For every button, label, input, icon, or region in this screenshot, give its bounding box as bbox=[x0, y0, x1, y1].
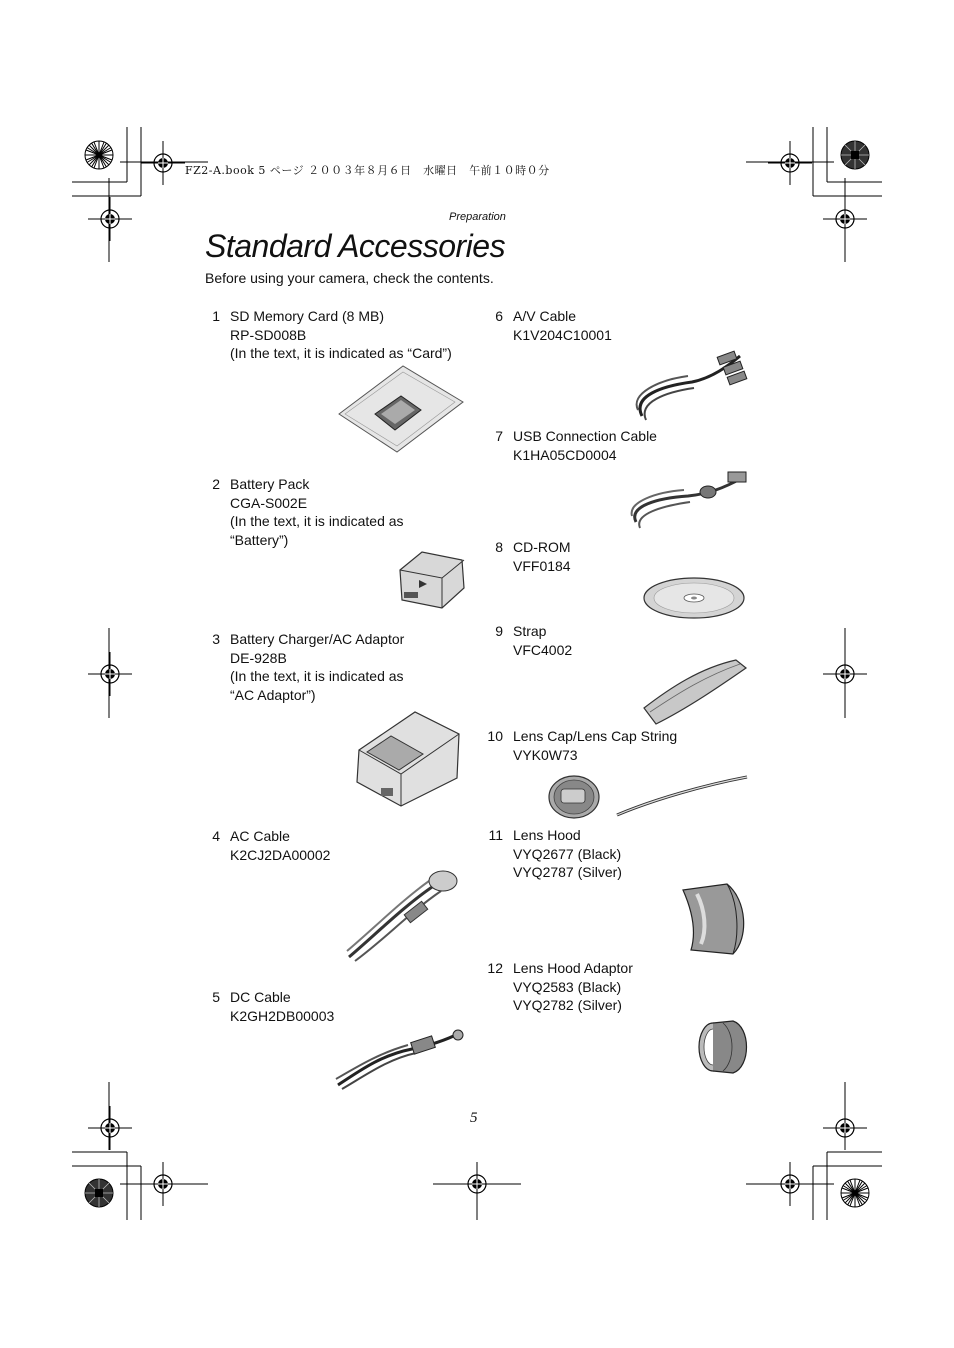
item-note: (In the text, it is indicated as bbox=[230, 513, 404, 529]
item-note: (In the text, it is indicated as bbox=[230, 668, 404, 684]
item-name: USB Connection Cable bbox=[513, 428, 657, 444]
item-name: SD Memory Card (8 MB) bbox=[230, 308, 385, 324]
item-part-number: K1HA05CD0004 bbox=[513, 446, 617, 463]
item-name: A/V Cable bbox=[513, 308, 577, 324]
item-number: 10 bbox=[487, 728, 503, 744]
dc-cable-illustration bbox=[332, 1025, 466, 1093]
item-number: 9 bbox=[495, 623, 503, 639]
item-part-number: VYK0W73 bbox=[513, 746, 578, 763]
item-part-number: VYQ2677 (Black) bbox=[513, 845, 622, 862]
item-number: 5 bbox=[212, 989, 220, 1005]
item-name: Battery Charger/AC Adaptor bbox=[230, 631, 405, 647]
print-header: FZ2-A.book 5 ページ ２００３年８月６日 水曜日 午前１０時０分 bbox=[185, 164, 550, 177]
item-part-number: VYQ2787 (Silver) bbox=[513, 864, 622, 880]
item-name: DC Cable bbox=[230, 989, 291, 1005]
av-cable-illustration bbox=[632, 346, 750, 426]
item-name: AC Cable bbox=[230, 828, 290, 844]
item-part-number: VYQ2583 (Black) bbox=[513, 978, 622, 995]
item-part-number: K2GH2DB00003 bbox=[230, 1007, 335, 1024]
item-name: Battery Pack bbox=[230, 476, 310, 492]
lens-hood-illustration bbox=[677, 880, 751, 960]
lens-hood-adaptor-illustration bbox=[693, 1017, 751, 1077]
item-number: 1 bbox=[212, 308, 220, 324]
item-number: 4 bbox=[212, 828, 220, 844]
item-name: Strap bbox=[513, 623, 547, 639]
item-name: Lens Cap/Lens Cap String bbox=[513, 728, 678, 744]
item-note: “AC Adaptor”) bbox=[230, 686, 316, 703]
item-note: “Battery”) bbox=[230, 531, 289, 548]
lens-cap-illustration bbox=[545, 773, 751, 821]
battery-pack-illustration bbox=[392, 548, 468, 612]
ac-cable-illustration bbox=[345, 865, 463, 965]
item-number: 3 bbox=[212, 631, 220, 647]
page-number: 5 bbox=[470, 1110, 478, 1126]
item-number: 7 bbox=[495, 428, 503, 444]
item-part-number: VFC4002 bbox=[513, 641, 573, 658]
item-part-number: VFF0184 bbox=[513, 557, 571, 574]
item-part-number: K2CJ2DA00002 bbox=[230, 846, 331, 863]
item-number: 2 bbox=[212, 476, 220, 492]
sd-card-illustration bbox=[335, 362, 467, 456]
item-name: CD-ROM bbox=[513, 539, 571, 555]
item-part-number: CGA-S002E bbox=[230, 494, 308, 511]
intro-text: Before using your camera, check the contents. bbox=[205, 270, 494, 286]
strap-illustration bbox=[640, 658, 750, 728]
item-number: 11 bbox=[488, 827, 503, 843]
item-number: 12 bbox=[487, 960, 503, 976]
item-name: Lens Hood Adaptor bbox=[513, 960, 633, 976]
cd-rom-illustration bbox=[641, 576, 747, 620]
usb-cable-illustration bbox=[628, 466, 752, 536]
item-name: Lens Hood bbox=[513, 827, 581, 843]
item-number: 8 bbox=[495, 539, 503, 555]
item-part-number: RP-SD008B bbox=[230, 326, 307, 343]
battery-charger-illustration bbox=[353, 708, 465, 808]
page-title: Standard Accessories bbox=[205, 228, 506, 264]
section-label: Preparation bbox=[449, 211, 506, 223]
item-number: 6 bbox=[495, 308, 503, 324]
item-part-number: K1V204C10001 bbox=[513, 326, 612, 343]
item-note: (In the text, it is indicated as “Card”) bbox=[230, 345, 452, 361]
item-part-number: DE-928B bbox=[230, 649, 287, 666]
item-part-number: VYQ2782 (Silver) bbox=[513, 997, 622, 1013]
